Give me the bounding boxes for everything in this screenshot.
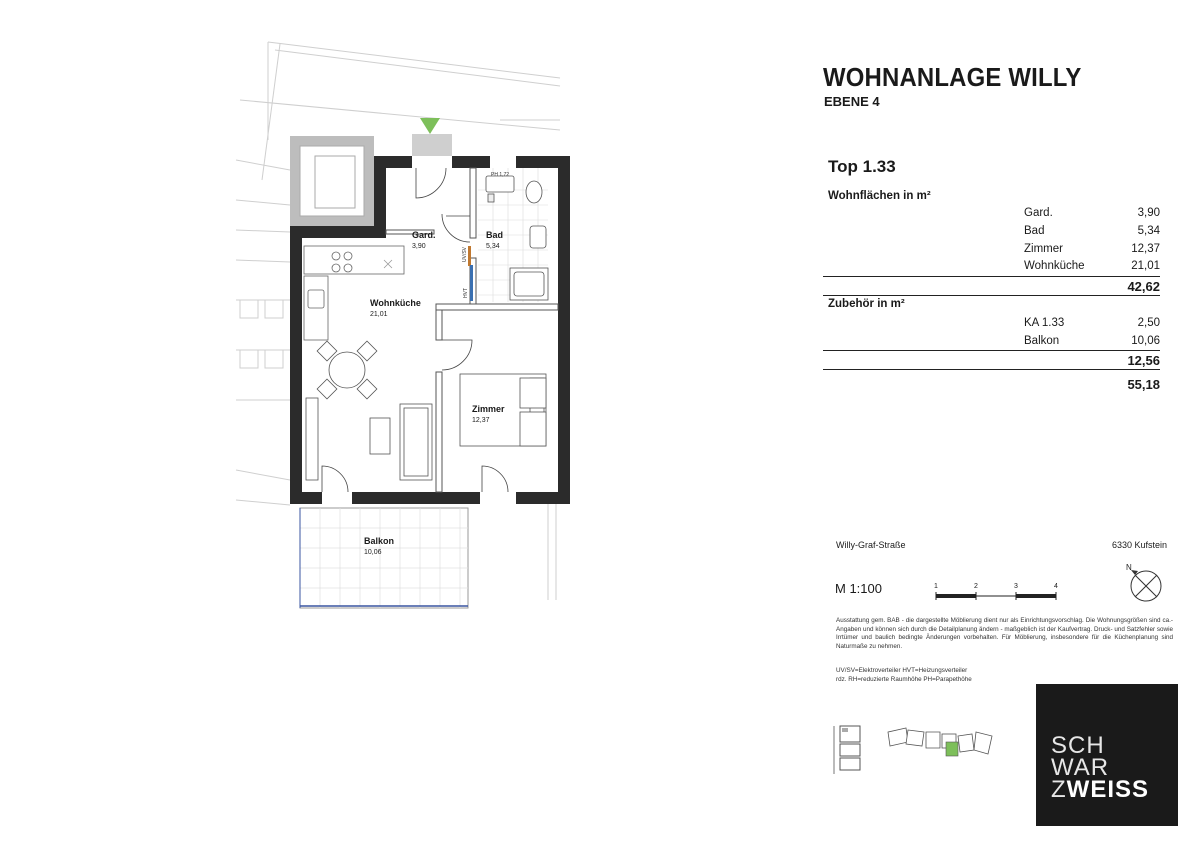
room-area-zimmer: 12,37 [472,417,490,424]
area-row [1024,335,1160,347]
project-title: WOHNANLAGE WILLY [823,62,1082,92]
area-row-label: Wohnküche [1024,260,1085,272]
area-row-value: 12,37 [1131,243,1160,255]
hvt-panel [470,265,473,301]
scale-tick: 2 [974,583,978,590]
legend-line: UV/SV=Elektroverteiler HVT=Heizungsverteiler [836,667,968,674]
area-row [1024,207,1160,219]
living-area-total: 42,62 [1127,279,1160,294]
accessory-area-heading: Zubehör in m² [828,298,905,310]
balcony-floor [300,508,468,608]
grand-total: 55,18 [1127,377,1160,392]
uvsv-panel [468,246,471,266]
town-name: 6330 Kufstein [1111,540,1167,550]
accessory-area-total: 12,56 [1127,353,1160,368]
divider [823,276,1160,277]
area-row-value: 21,01 [1131,260,1160,272]
site-key-plan-icon [828,722,868,782]
floor-plan [0,0,580,640]
scale-tick: 3 [1014,583,1018,590]
room-area-wohnkueche: 21,01 [370,311,388,318]
room-label-wohnkueche: Wohnküche [370,298,421,308]
schwarzweiss-logo [1036,684,1178,826]
stair-core [290,136,374,226]
area-row-value: 3,90 [1137,207,1160,219]
scale-label: M 1:100 [835,581,882,596]
entrance-mat [412,134,452,156]
logo-text-line [1051,778,1149,802]
area-row-label: Zimmer [1024,243,1063,255]
north-label: N [1126,563,1132,572]
area-row [1024,243,1160,255]
divider [823,295,1160,296]
area-row-value: 10,06 [1131,335,1160,347]
area-row-value: 2,50 [1137,317,1160,329]
north-arrow-icon [1118,560,1168,610]
scale-bar [930,590,1070,602]
area-row-label: Gard. [1024,207,1053,219]
area-row-label: Balkon [1024,335,1060,347]
area-row [1024,260,1160,272]
logo-text-line: SCH [1051,732,1105,759]
hvt-tag: HVT [463,288,469,298]
entrance-arrow-icon [420,118,440,134]
disclaimer-text: Ausstattung gem. BAB - die dargestellte Möblierung dient nur als Einrichtungsvorschlag. Die Wohnungsgrößen sind ca.-Angaben und können sich durch die Detailplanung ändern - maßgeblich ist der Kaufvertrag. Druck- und Satzfehler sowie Irrtümer und baulich bedingte Änderungen vorbehalten. Für Möblierung, insbesondere für die Küchenplanung sind Naturmaße zu nehmen. [836,617,1173,650]
room-area-gard: 3,90 [412,243,426,250]
room-label-balkon: Balkon [364,536,395,546]
scale-tick: 1 [934,583,938,590]
divider [823,369,1160,370]
area-row-value: 5,34 [1137,225,1160,237]
room-label-bad: Bad [486,230,504,240]
living-area-heading: Wohnflächen in m² [828,190,931,202]
level-label: EBENE 4 [824,94,880,109]
room-label-zimmer: Zimmer [472,404,505,414]
uvsv-tag: UV/SV [462,246,468,262]
room-label-gard: Gard. [412,230,436,240]
street-name: Willy-Graf-Straße [836,540,906,550]
area-row [1024,225,1160,237]
logo-text-bold: WEISS [1066,776,1150,803]
scale-tick: 4 [1054,583,1058,590]
legend-line: rdz. RH=reduzierte Raumhöhe PH=Parapethöhe [836,676,972,683]
room-area-balkon: 10,06 [364,549,382,556]
ph-tag: PH 1,72 [491,172,510,178]
building-key-plan-icon [884,724,1004,768]
logo-text-thin: Z [1051,776,1067,803]
logo-text-line: WAR [1051,754,1110,781]
unit-name: Top 1.33 [828,157,896,176]
divider [823,350,1160,351]
area-row-label: KA 1.33 [1024,317,1065,329]
room-area-bad: 5,34 [486,243,500,250]
area-row [1024,317,1160,329]
area-row-label: Bad [1024,225,1045,237]
